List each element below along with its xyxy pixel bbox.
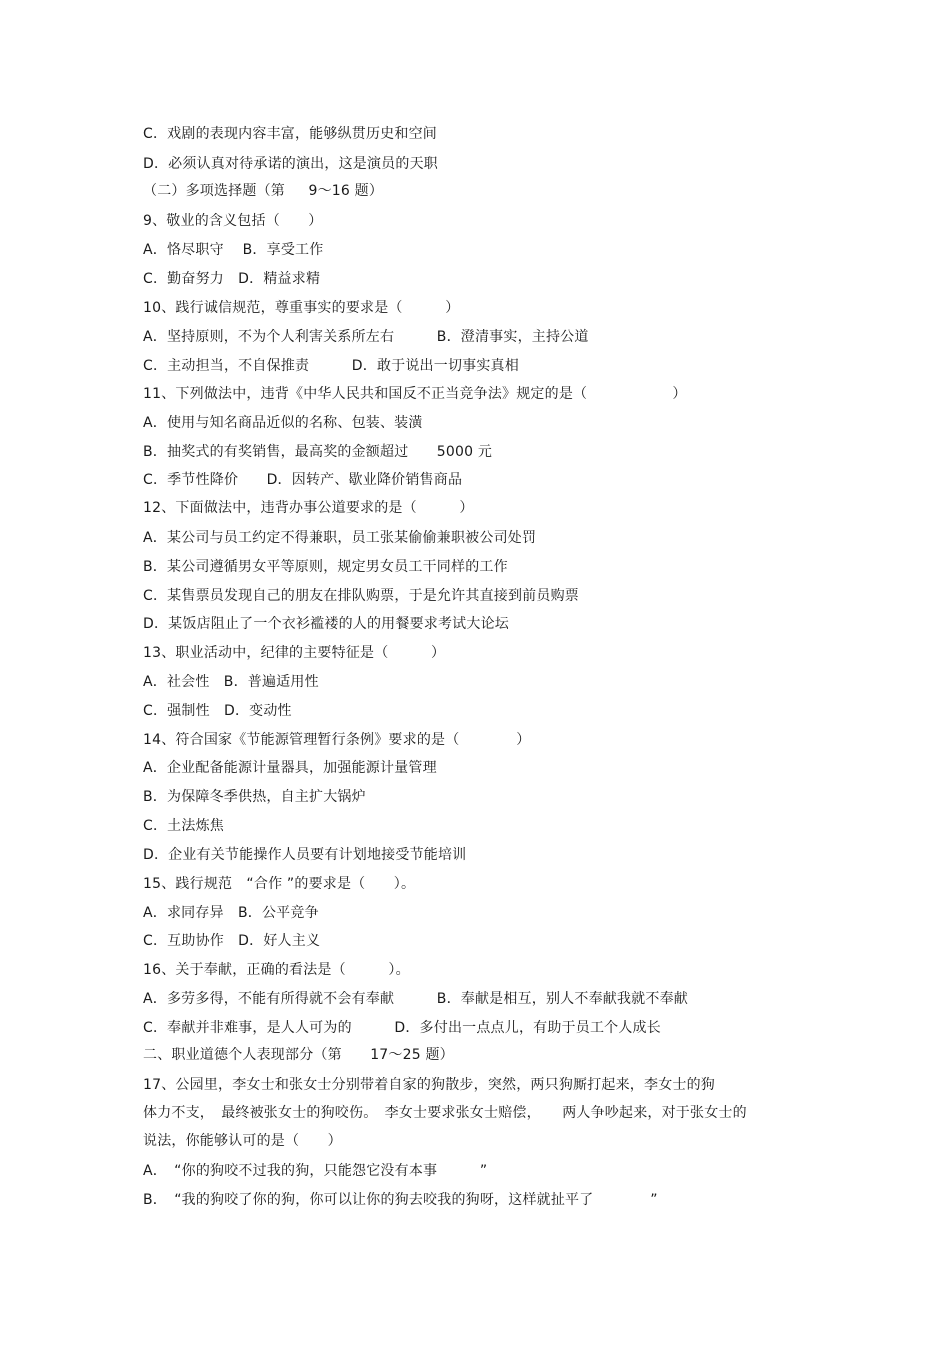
q14-option-c: C．土法炼焦 — [143, 818, 224, 834]
q15-options-ab: A．求同存异 B．公平竞争 — [143, 905, 319, 921]
question-14: 14、符合国家《节能源管理暂行条例》要求的是（ ） — [143, 732, 531, 748]
q10-options-cd: C．主动担当，不自保推责 D．敢于说出一切事实真相 — [143, 358, 519, 374]
question-11: 11、下列做法中，违背《中华人民共和国反不正当竞争法》规定的是（ ） — [143, 386, 687, 402]
q17-option-b: B． “我的狗咬了你的狗，你可以让你的狗去咬我的狗呀，这样就扯平了 ” — [143, 1192, 658, 1208]
q13-options-ab: A．社会性 B．普遍适用性 — [143, 674, 319, 690]
option-d-q8: D．必须认真对待承诺的演出，这是演员的天职 — [143, 156, 438, 172]
question-10: 10、践行诚信规范，尊重事实的要求是（ ） — [143, 300, 460, 316]
question-12: 12、下面做法中，违背办事公道要求的是（ ） — [143, 500, 474, 516]
question-9: 9、敬业的含义包括（ ） — [143, 213, 323, 229]
option-c-q8: C．戏剧的表现内容丰富，能够纵贯历史和空间 — [143, 126, 437, 142]
q10-options-ab: A．坚持原则，不为个人利害关系所左右 B．澄清事实，主持公道 — [143, 329, 589, 345]
question-17-line-1: 17、公园里，李女士和张女士分别带着自家的狗散步，突然，两只狗厮打起来，李女士的狗 — [143, 1077, 716, 1093]
q17-option-a: A． “你的狗咬不过我的狗，只能怨它没有本事 ” — [143, 1163, 488, 1179]
section-heading-multiple-choice: （二）多项选择题（第 9～16 题） — [143, 183, 384, 199]
q14-option-b: B．为保障冬季供热，自主扩大锅炉 — [143, 789, 366, 805]
q12-option-a: A．某公司与员工约定不得兼职，员工张某偷偷兼职被公司处罚 — [143, 530, 537, 546]
q9-options-ab: A．恪尽职守 B．享受工作 — [143, 242, 324, 258]
question-15: 15、践行规范 “合作 ”的要求是（ ）。 — [143, 876, 416, 892]
q14-option-d: D．企业有关节能操作人员要有计划地接受节能培训 — [143, 847, 467, 863]
q15-options-cd: C．互助协作 D．好人主义 — [143, 933, 321, 949]
q16-options-ab: A．多劳多得，不能有所得就不会有奉献 B．奉献是相互，别人不奉献我就不奉献 — [143, 991, 688, 1007]
q9-options-cd: C．勤奋努力 D．精益求精 — [143, 271, 321, 287]
q14-option-a: A．企业配备能源计量器具，加强能源计量管理 — [143, 760, 437, 776]
question-16: 16、关于奉献，正确的看法是（ ）。 — [143, 962, 410, 978]
question-17-line-3: 说法，你能够认可的是（ ） — [143, 1133, 342, 1149]
q11-option-a: A．使用与知名商品近似的名称、包装、装潢 — [143, 415, 423, 431]
q11-option-b: B．抽奖式的有奖销售，最高奖的金额超过 5000 元 — [143, 444, 493, 460]
q16-options-cd: C．奉献并非难事，是人人可为的 D．多付出一点点儿，有助于员工个人成长 — [143, 1020, 661, 1036]
question-17-line-2: 体力不支， 最终被张女士的狗咬伤。 李女士要求张女士赔偿， 两人争吵起来，对于张女士的 — [143, 1105, 747, 1121]
q12-option-c: C．某售票员发现自己的朋友在排队购票，于是允许其直接到前员购票 — [143, 588, 579, 604]
q12-option-b: B．某公司遵循男女平等原则，规定男女员工干同样的工作 — [143, 559, 508, 575]
q12-option-d: D．某饭店阻止了一个衣衫褴褛的人的用餐要求考试大论坛 — [143, 616, 509, 632]
section-heading-personal-performance: 二、职业道德个人表现部分（第 17～25 题） — [143, 1047, 454, 1063]
q13-options-cd: C．强制性 D．变动性 — [143, 703, 292, 719]
question-13: 13、职业活动中，纪律的主要特征是（ ） — [143, 645, 446, 661]
q11-options-cd: C．季节性降价 D．因转产、歇业降价销售商品 — [143, 472, 463, 488]
